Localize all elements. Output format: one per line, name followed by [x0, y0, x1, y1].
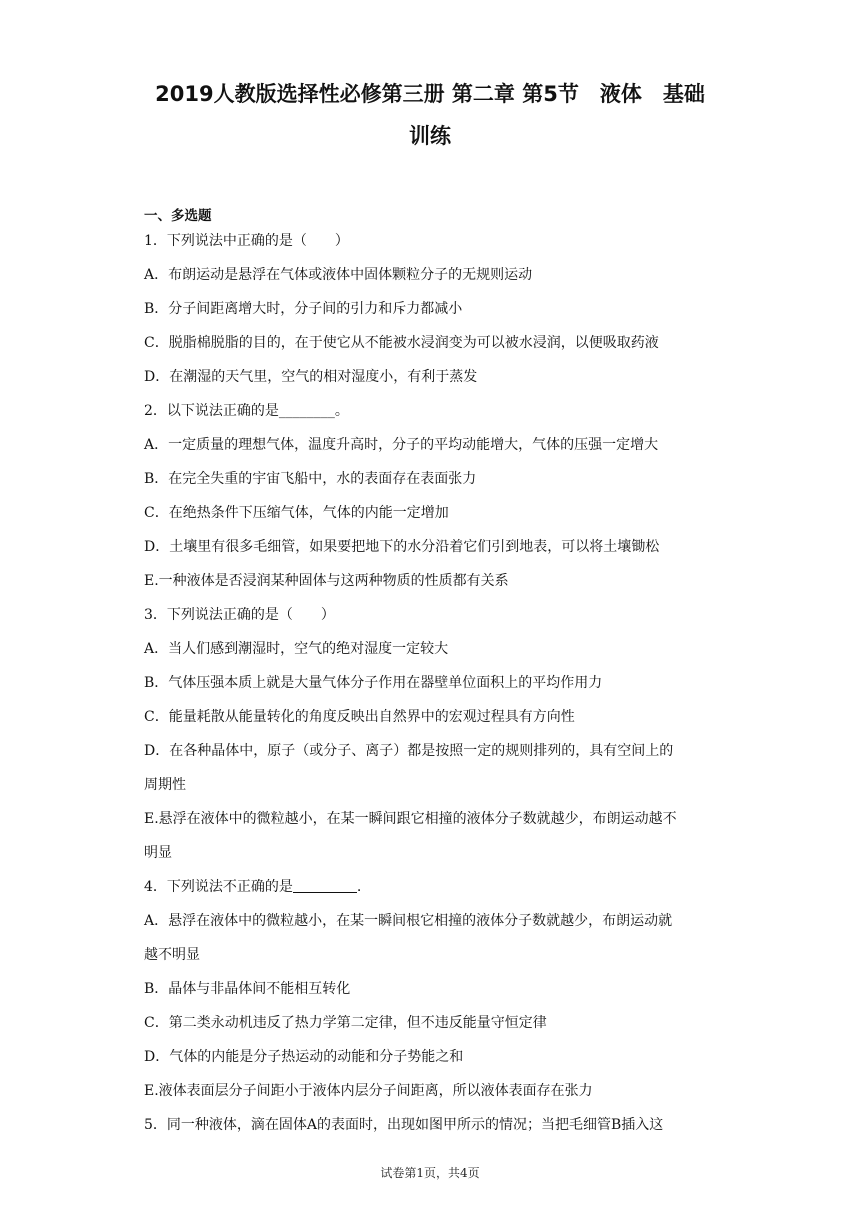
question-3-option-e-continued: 明显 [144, 845, 172, 861]
question-2-stem: 2．以下说法正确的是________。 [144, 403, 349, 419]
question-2-option-a: A．一定质量的理想气体，温度升高时，分子的平均动能增大，气体的压强一定增大 [144, 437, 659, 453]
question-3-option-b: B．气体压强本质上就是大量气体分子作用在器壁单位面积上的平均作用力 [144, 675, 603, 691]
question-list [144, 229, 724, 1147]
question-4-option-a-continued: 越不明显 [144, 947, 200, 963]
question-4-option-c: C．第二类永动机违反了热力学第二定律，但不违反能量守恒定律 [144, 1015, 547, 1031]
question-2-option-c: C．在绝热条件下压缩气体，气体的内能一定增加 [144, 505, 449, 521]
question-4-option-b: B．晶体与非晶体间不能相互转化 [144, 981, 351, 997]
question-4-option-d: D．气体的内能是分子热运动的动能和分子势能之和 [144, 1049, 464, 1065]
question-1-option-b: B．分子间距离增大时，分子间的引力和斥力都减小 [144, 301, 463, 317]
question-4-stem-period: . [356, 879, 362, 895]
question-3-option-d-continued: 周期性 [144, 777, 186, 793]
question-4-stem-text: 4．下列说法不正确的是 [144, 879, 293, 895]
question-5-stem: 5．同一种液体，滴在固体A的表面时，出现如图甲所示的情况；当把毛细管B插入这 [144, 1117, 664, 1133]
question-1-option-a: A．布朗运动是悬浮在气体或液体中固体颗粒分子的无规则运动 [144, 267, 533, 283]
question-3-option-d: D．在各种晶体中，原子（或分子、离子）都是按照一定的规则排列的，具有空间上的 [144, 743, 674, 759]
page-footer: 试卷第1页，共4页 [380, 1166, 480, 1180]
question-3-option-c: C．能量耗散从能量转化的角度反映出自然界中的宏观过程具有方向性 [144, 709, 575, 725]
question-1-option-d: D．在潮湿的天气里，空气的相对湿度小，有利于蒸发 [144, 369, 478, 385]
question-4-option-a: A．悬浮在液体中的微粒越小，在某一瞬间根它相撞的液体分子数就越少，布朗运动就 [144, 913, 673, 929]
page-title-continued: 训练 [409, 124, 451, 148]
section-heading: 一、多选题 [144, 208, 212, 224]
answer-blank [293, 876, 357, 893]
question-1-option-c: C．脱脂棉脱脂的目的，在于使它从不能被水浸润变为可以被水浸润，以便吸取药液 [144, 335, 659, 351]
question-3-stem: 3．下列说法正确的是（ ） [144, 607, 335, 623]
page-title: 2019人教版选择性必修第三册 第二章 第5节 液体 基础 [155, 82, 705, 106]
question-2-option-e: E.一种液体是否浸润某种固体与这两种物质的性质都有关系 [144, 573, 509, 589]
question-4-option-e: E.液体表面层分子间距小于液体内层分子间距离，所以液体表面存在张力 [144, 1083, 593, 1099]
question-1-stem: 1．下列说法中正确的是（ ） [144, 233, 349, 249]
question-2-option-b: B．在完全失重的宇宙飞船中，水的表面存在表面张力 [144, 471, 477, 487]
question-2-option-d: D．土壤里有很多毛细管，如果要把地下的水分沿着它们引到地表，可以将土壤锄松 [144, 539, 660, 555]
question-3-option-a: A．当人们感到潮湿时，空气的绝对湿度一定较大 [144, 641, 449, 657]
question-4-stem [144, 875, 724, 909]
question-3-option-e: E.悬浮在液体中的微粒越小，在某一瞬间跟它相撞的液体分子数就越少，布朗运动越不 [144, 811, 677, 827]
